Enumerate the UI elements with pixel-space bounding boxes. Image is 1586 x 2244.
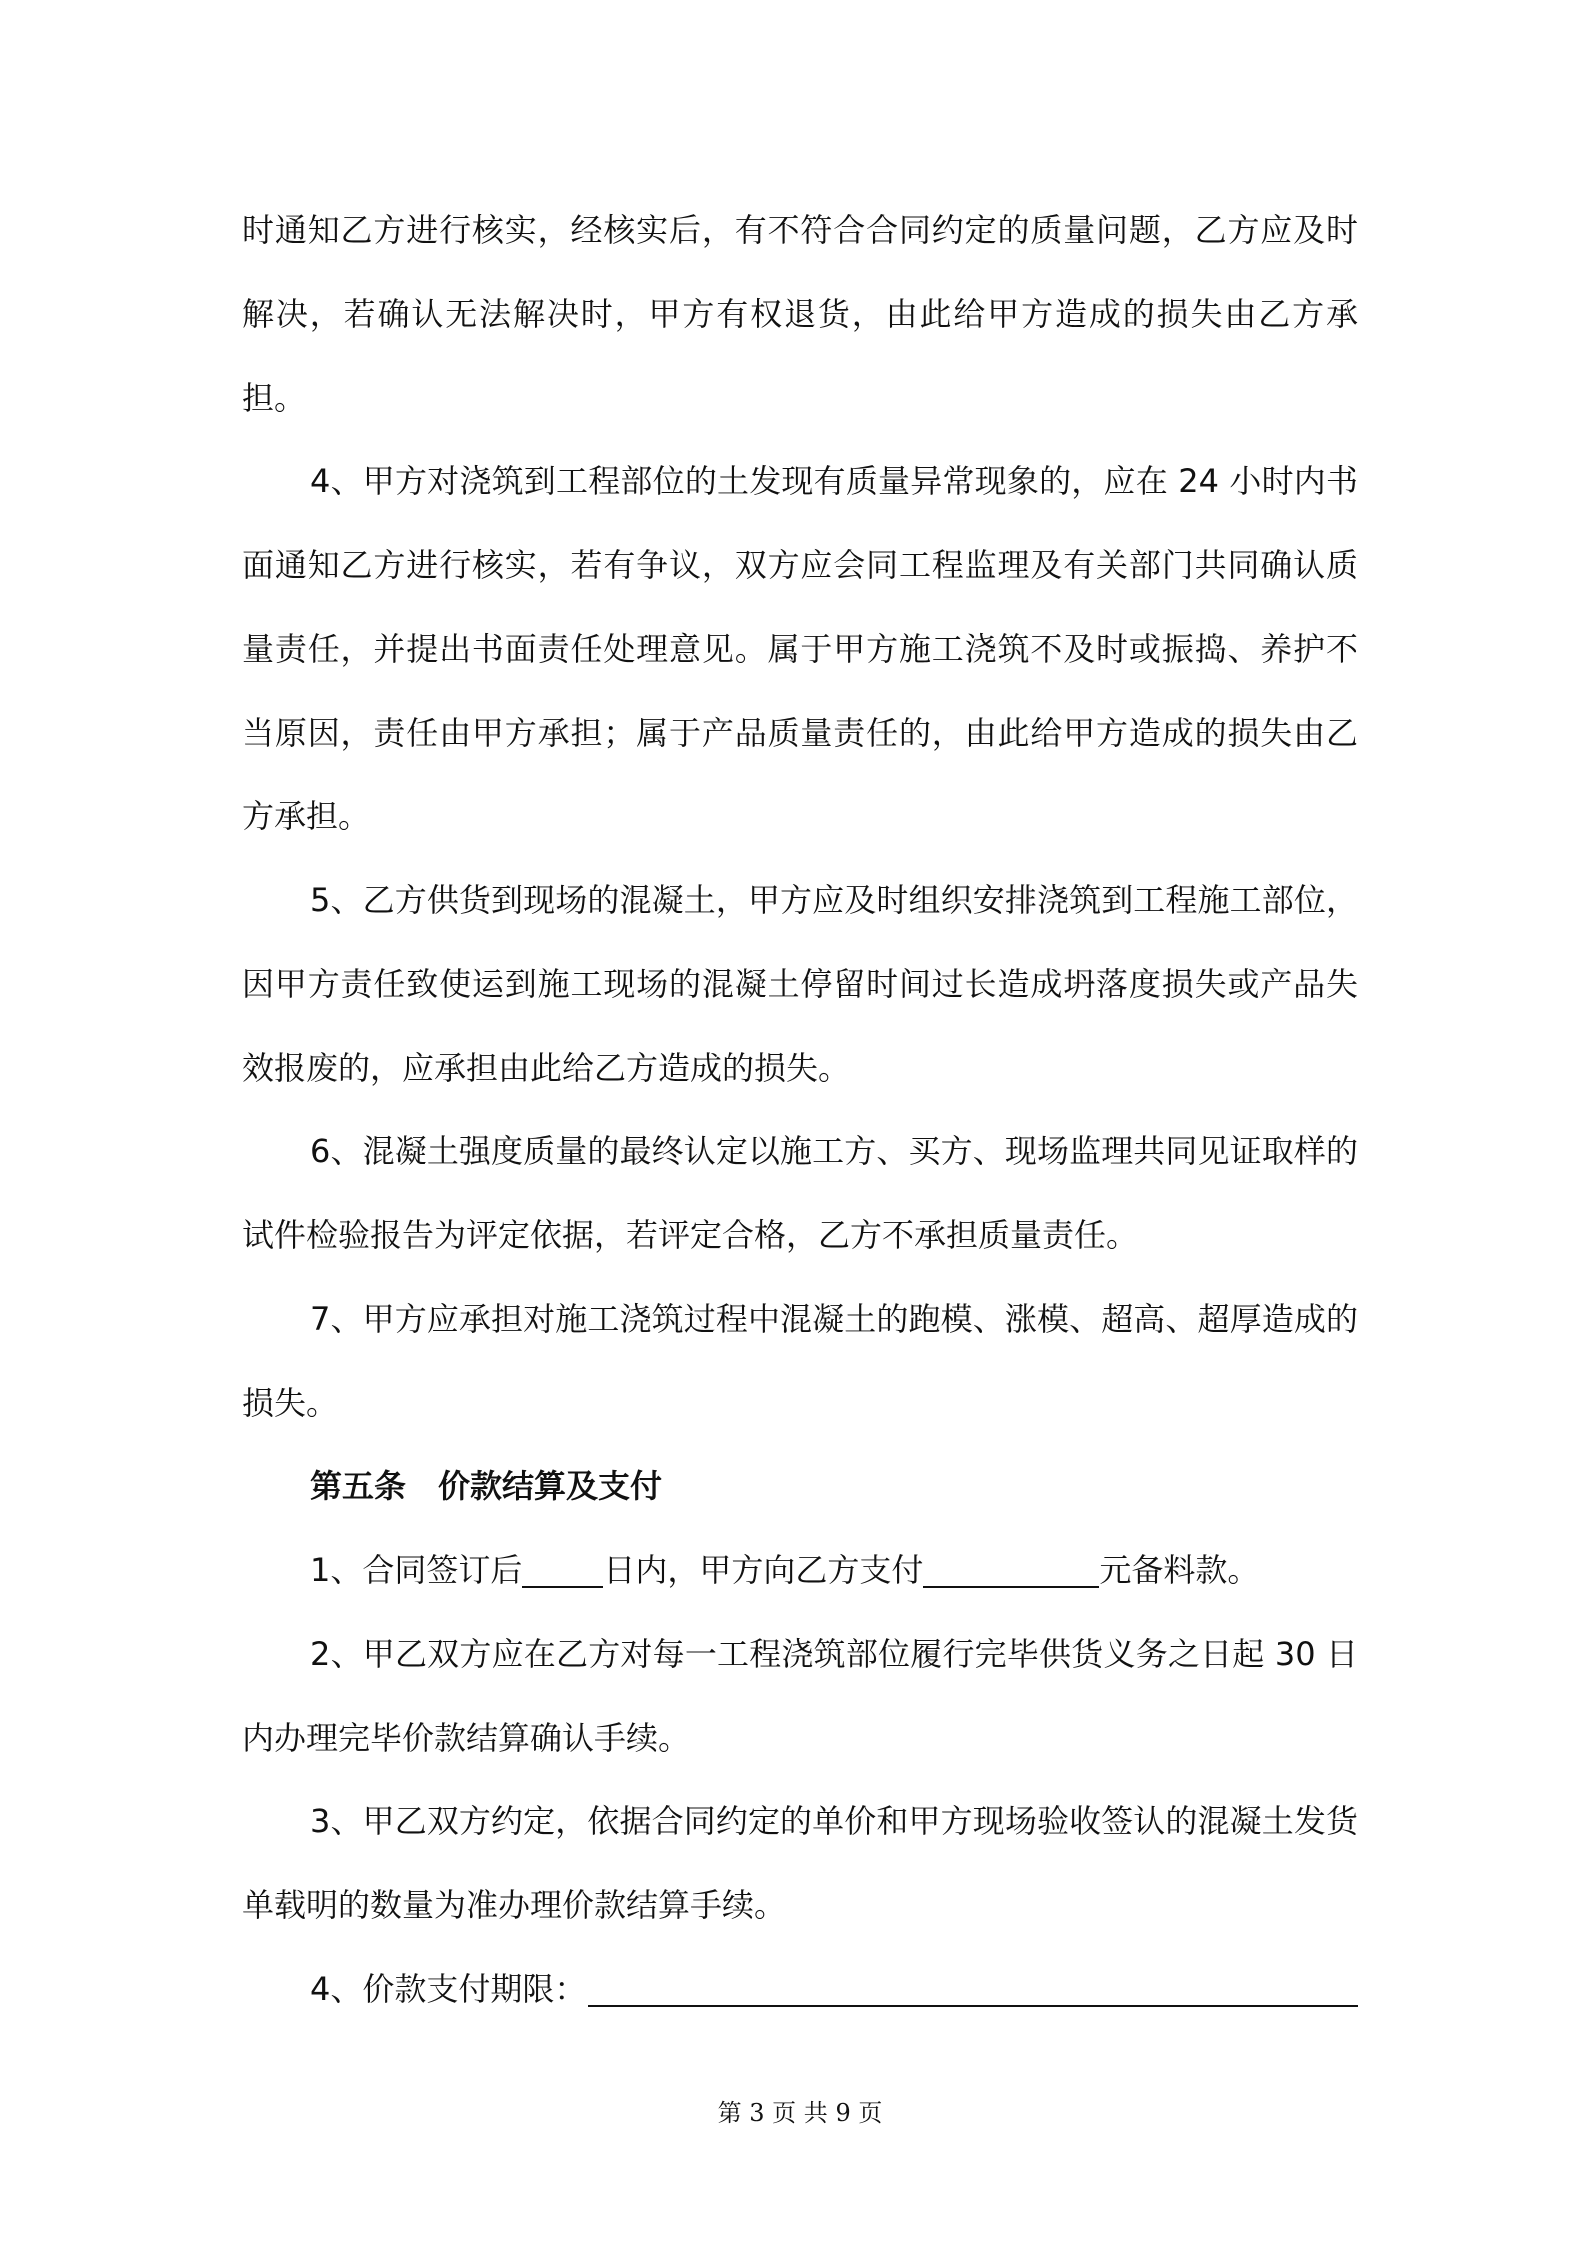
text-line: 7、甲方应承担对施工浇筑过程中混凝土的跑模、涨模、超高、超厚造成的 (310, 1299, 1358, 1338)
text-line: 解决，若确认无法解决时，甲方有权退货，由此给甲方造成的损失由乙方承 (242, 294, 1358, 333)
article-5-item-2 (242, 1613, 1358, 1781)
article-5-item-3 (242, 1780, 1358, 1948)
contract-body (242, 189, 1358, 2032)
text-line: 效报废的，应承担由此给乙方造成的损失。 (242, 1048, 851, 1087)
blank-days-field (522, 1554, 603, 1588)
text-line: 单载明的数量为准办理价款结算手续。 (242, 1886, 787, 1924)
text-line: 内办理完毕价款结算确认手续。 (242, 1718, 691, 1757)
clause-3-continued (242, 189, 1358, 440)
text-line: 方承担。 (242, 797, 371, 836)
text-line: 3、甲乙双方约定，依据合同约定的单价和甲方现场验收签认的混凝土发货 (310, 1802, 1358, 1841)
page-number: 第 3 页 共 9 页 (717, 2099, 883, 2127)
article-5-item-4 (242, 1948, 1358, 2032)
payment-term-label: 4、价款支付期限： (310, 1969, 587, 2008)
text-line: 因甲方责任致使运到施工现场的混凝土停留时间过长造成坍落度损失或产品失 (242, 964, 1358, 1003)
clause-7 (242, 1278, 1358, 1446)
text-line: 6、混凝土强度质量的最终认定以施工方、买方、现场监理共同见证取样的 (310, 1132, 1358, 1171)
text-line: 量责任，并提出书面责任处理意见。属于甲方施工浇筑不及时或振捣、养护不 (242, 629, 1358, 668)
text-line: 时通知乙方进行核实，经核实后，有不符合合同约定的质量问题，乙方应及时 (242, 211, 1358, 249)
item-1-text-after-amount: 元备料款。 (1099, 1551, 1260, 1589)
clause-5 (242, 859, 1358, 1110)
item-1-text-before-amount: 日内，甲方向乙方支付 (603, 1551, 924, 1589)
article-5-item-1 (242, 1529, 1358, 1613)
text-line: 2、甲乙双方应在乙方对每一工程浇筑部位履行完毕供货义务之日起 30 日 (310, 1634, 1358, 1673)
blank-amount-field (923, 1554, 1099, 1588)
article-5-heading: 第五条 价款结算及支付 (310, 1467, 663, 1506)
text-line: 试件检验报告为评定依据，若评定合格，乙方不承担质量责任。 (242, 1216, 1139, 1254)
text-line: 损失。 (242, 1383, 339, 1422)
text-line: 5、乙方供货到现场的混凝土，甲方应及时组织安排浇筑到工程施工部位， (310, 881, 1358, 919)
text-line: 当原因，责任由甲方承担；属于产品质量责任的，由此给甲方造成的损失由乙 (242, 713, 1358, 752)
text-line: 担。 (242, 378, 307, 417)
text-line: 4、甲方对浇筑到工程部位的土发现有质量异常现象的，应在 24 小时内书 (310, 462, 1358, 501)
clause-4 (242, 440, 1358, 859)
item-1-text-before-days: 1、合同签订后 (310, 1551, 523, 1589)
blank-payment-term-field (588, 1973, 1358, 2007)
clause-6 (242, 1110, 1358, 1278)
text-line: 面通知乙方进行核实，若有争议，双方应会同工程监理及有关部门共同确认质 (242, 546, 1358, 584)
